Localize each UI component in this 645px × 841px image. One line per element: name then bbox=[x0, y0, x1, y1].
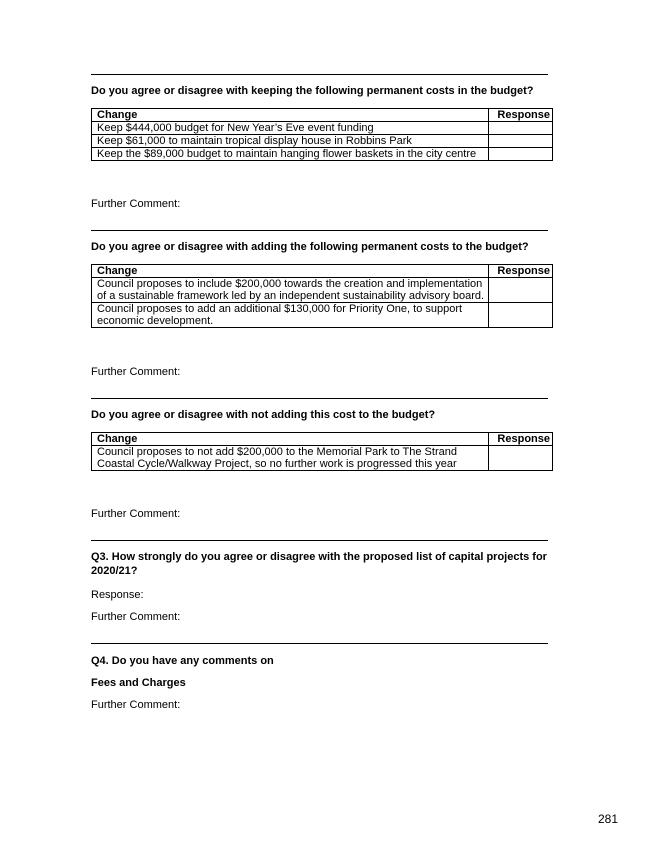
table-row bbox=[92, 148, 553, 161]
further-comment-label: Further Comment: bbox=[91, 611, 181, 623]
add-costs-table bbox=[91, 264, 553, 328]
divider bbox=[91, 398, 548, 399]
question-not-add-cost: Do you agree or disagree with not adding this cost to the budget? bbox=[91, 409, 436, 421]
further-comment-label: Further Comment: bbox=[91, 366, 181, 378]
change-cell: Keep $61,000 to maintain tropical display house in Robbins Park bbox=[92, 135, 489, 148]
divider bbox=[91, 540, 548, 541]
response-cell[interactable] bbox=[489, 278, 553, 303]
table-header-row bbox=[92, 433, 553, 446]
table-header-row bbox=[92, 265, 553, 278]
response-cell[interactable] bbox=[489, 148, 553, 161]
further-comment-label: Further Comment: bbox=[91, 699, 181, 711]
response-header: Response bbox=[489, 433, 553, 446]
table-row bbox=[92, 446, 553, 471]
divider bbox=[91, 643, 548, 644]
change-cell: Council proposes to include $200,000 towards the creation and implementation of a sustainable framework led by an independent sustainability advisory board. bbox=[92, 278, 489, 303]
question-q4: Q4. Do you have any comments on bbox=[91, 655, 274, 667]
change-cell: Council proposes to add an additional $130,000 for Priority One, to support economic development. bbox=[92, 303, 489, 328]
table-row bbox=[92, 122, 553, 135]
not-add-cost-table bbox=[91, 432, 553, 471]
table-row bbox=[92, 278, 553, 303]
change-header: Change bbox=[92, 433, 489, 446]
question-q3: Q3. How strongly do you agree or disagree with the proposed list of capital projects for 2020/21? bbox=[91, 551, 547, 577]
table-header-row bbox=[92, 109, 553, 122]
further-comment-label: Further Comment: bbox=[91, 508, 181, 520]
response-header: Response bbox=[489, 109, 553, 122]
table-row bbox=[92, 135, 553, 148]
response-cell[interactable] bbox=[489, 122, 553, 135]
change-cell: Council proposes to not add $200,000 to the Memorial Park to The Strand Coastal Cycle/Walkway Project, so no further work is progressed this year bbox=[92, 446, 489, 471]
divider bbox=[91, 74, 548, 75]
change-header: Change bbox=[92, 265, 489, 278]
change-cell: Keep the $89,000 budget to maintain hanging flower baskets in the city centre bbox=[92, 148, 489, 161]
response-cell[interactable] bbox=[489, 303, 553, 328]
response-cell[interactable] bbox=[489, 135, 553, 148]
question-add-costs: Do you agree or disagree with adding the following permanent costs to the budget? bbox=[91, 241, 529, 253]
change-header: Change bbox=[92, 109, 489, 122]
question-keep-costs: Do you agree or disagree with keeping the following permanent costs in the budget? bbox=[91, 85, 534, 97]
table-row bbox=[92, 303, 553, 328]
further-comment-label: Further Comment: bbox=[91, 198, 181, 210]
divider bbox=[91, 230, 548, 231]
keep-costs-table bbox=[91, 108, 553, 161]
response-label: Response: bbox=[91, 589, 144, 601]
response-header: Response bbox=[489, 265, 553, 278]
change-cell: Keep $444,000 budget for New Year’s Eve event funding bbox=[92, 122, 489, 135]
subheading-fees-and-charges: Fees and Charges bbox=[91, 677, 186, 689]
page-number: 281 bbox=[598, 812, 619, 826]
response-cell[interactable] bbox=[489, 446, 553, 471]
